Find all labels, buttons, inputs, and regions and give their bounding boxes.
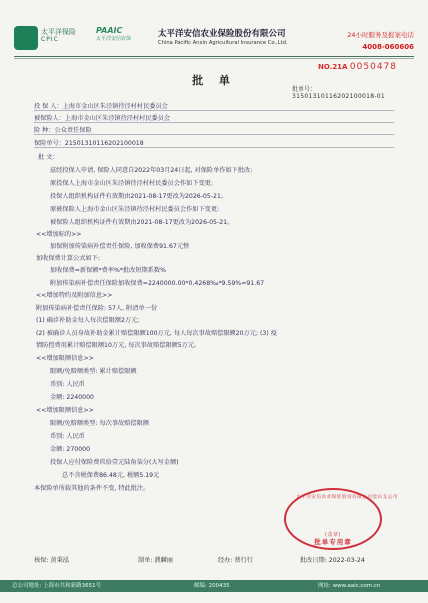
field-policy-number: 保险单号：21501310116202100018 xyxy=(34,140,144,147)
body-line: 原被保险人上海市金山区朱泾镇待泾村村民委员会作如下变更: xyxy=(50,206,220,213)
company-seal xyxy=(284,488,398,550)
hotline-label: 24小时服务及报案电话 xyxy=(347,31,414,39)
brand-en: PAAIC xyxy=(96,26,123,35)
body-line: 总不含税保费86.48元, 税额5.19元 xyxy=(62,472,160,479)
body-line: 加收保费计算公式如下: xyxy=(36,255,100,262)
footer-website: 网址: www.aaic.com.cn xyxy=(318,583,381,589)
body-line: 投保人应付保险费玖拾壹元陆角柒分(大写金额) xyxy=(50,459,179,466)
document-title: 批 单 xyxy=(192,74,236,87)
hotline xyxy=(347,29,414,53)
paaic-logo xyxy=(96,26,154,50)
body-line: 金额: 2240000 xyxy=(50,394,94,401)
body-line: 附加传染病补偿责任保险加收保费=2240000.00*0.4268‰*9.59%=91.67 xyxy=(50,280,265,287)
body-line: 兹经投保人申请, 保险人同意自2022年03月24日起, 对保险单作如下批改: xyxy=(50,167,253,174)
company-name-en: China Pacific Anxin Agricultural Insurance Co.,Ltd. xyxy=(158,40,288,46)
endorsement-number: 31501310116202100018-01 xyxy=(292,93,386,100)
agent-signature: 经办: 蔡行行 xyxy=(218,557,253,564)
endorsement-number-label: 批单号： xyxy=(292,86,317,93)
body-line: 币别: 人民币 xyxy=(50,433,85,440)
body-line: 情防控费用累计赔偿限额10万元, 每次事故赔偿限额5万元。 xyxy=(36,342,201,349)
brand-cn: 太平洋安信农保 xyxy=(96,36,132,42)
body-line: 投保人组织机构证件有效期由2021-08-17更改为2026-05-21。 xyxy=(50,193,228,200)
body-line: (2) 被确诊人员身故补助金累计赔偿限额100万元, 每人每次事故赔偿限额20万元; (3) 疫 xyxy=(36,330,277,337)
seal-ring-text: 太平洋安信农业保险股份有限公司金山支公司 xyxy=(296,495,398,500)
body-line: 原投保人上海市金山区朱泾镇待泾村村民委员会作如下变更: xyxy=(50,180,213,187)
body-line: 加保附加传染病补偿责任保险, 加收保费91.67元整 xyxy=(50,243,190,250)
body-line: (1) 确诊补助金每人每次偿限额2万元; xyxy=(36,317,140,324)
header-divider xyxy=(14,56,414,57)
hotline-number: 4008-060606 xyxy=(362,43,414,51)
cpic-logo-icon xyxy=(14,26,38,50)
company-name-cn: 太平洋安信农业保险股份有限公司 xyxy=(158,29,286,39)
body-line: <<增加限额信息>> xyxy=(36,407,94,414)
field-divider xyxy=(34,110,394,111)
field-insured: 被保险人：上海市金山区朱泾镇待泾村村民委员会 xyxy=(34,115,171,122)
footer-bar xyxy=(0,580,428,592)
body-line: <<增加特约及附加信息>> xyxy=(36,292,113,299)
field-divider xyxy=(34,147,394,148)
body-line: <<增加限额信息>> xyxy=(36,355,94,362)
body-line: 限额/免赔额类型: 累计赔偿限额 xyxy=(50,368,137,375)
logo-cn: 太平洋保险 xyxy=(41,28,76,36)
logo-en: CPIC xyxy=(41,36,59,43)
body-line: 批 文： xyxy=(38,154,59,161)
handler-signature: 制单: 濮麟丽 xyxy=(138,557,173,564)
body-line: 限额/免赔额类型: 每次事故赔偿限额 xyxy=(50,420,149,427)
field-insurance-type: 险 种：公众责任保险 xyxy=(34,127,92,134)
field-divider xyxy=(34,134,394,135)
endorsement-date: 批改日期: 2022-03-24 xyxy=(300,557,365,564)
body-line: 加收保费=新保额*费率%*批改短期系数% xyxy=(50,267,166,274)
body-line: 本保险单所载其他的条件不变, 特此批注。 xyxy=(34,485,150,492)
field-applicant: 投 保 人：上海市金山区朱泾镇待泾村村民委员会 xyxy=(34,103,168,110)
reviewer-signature: 核保: 黄秉泓 xyxy=(34,557,69,564)
serial-prefix: NO.21A xyxy=(318,63,348,71)
header-divider-thin xyxy=(14,58,414,59)
footer-postcode: 邮编: 200435 xyxy=(194,583,230,589)
body-line: 被保险人组织机构证件有效期由2021-08-17更改为2026-05-21。 xyxy=(50,219,234,226)
cpic-logo xyxy=(14,26,92,54)
seal-sub-text: (盖章) xyxy=(325,532,341,538)
body-line: 金额: 270000 xyxy=(50,446,91,453)
seal-bottom-text: 批单专用章 xyxy=(314,538,352,546)
serial-value: 0050478 xyxy=(349,62,398,72)
footer-address: 总公司地址: 上海市共和新路3651号 xyxy=(12,583,102,589)
serial-number xyxy=(318,62,397,72)
body-line: 币别: 人民币 xyxy=(50,381,85,388)
field-divider xyxy=(34,122,394,123)
body-line: 附加传染病补偿责任保险: 57人, 附清单一份 xyxy=(36,305,158,312)
body-line: <<增加标的>> xyxy=(36,231,82,238)
